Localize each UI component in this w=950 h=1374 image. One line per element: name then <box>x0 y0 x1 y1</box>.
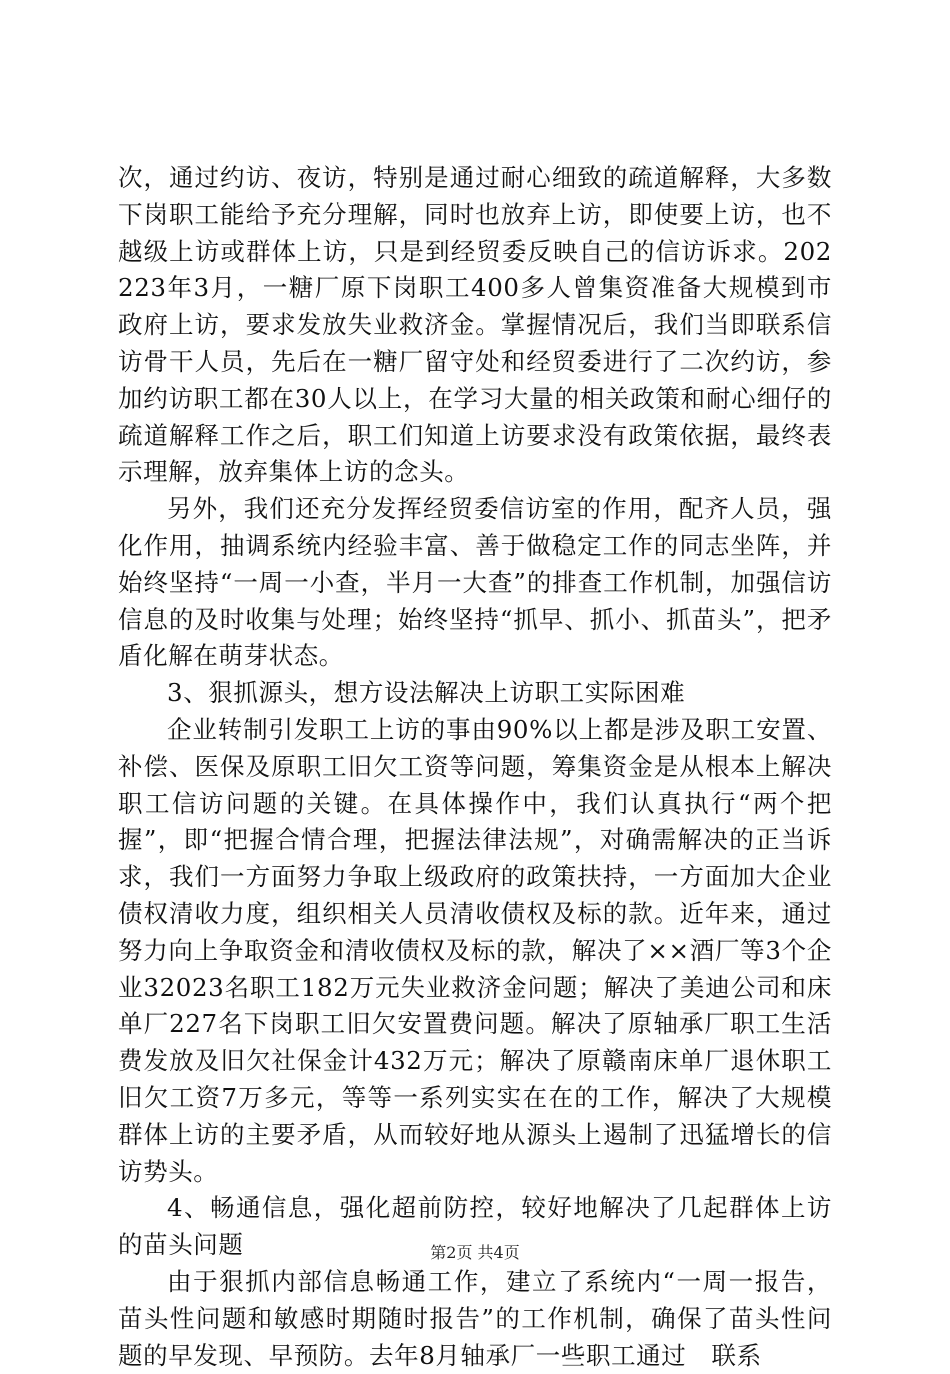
document-body <box>118 160 832 1374</box>
paragraph-continued-interviews: 次，通过约访、夜访，特别是通过耐心细致的疏道解释，大多数下岗职工能给予充分理解，同时也放弃上访，即使要上访，也不越级上访或群体上访，只是到经贸委反映自己的信访诉求。202223年3月，一糖厂原下岗职工400多人曾集资准备大规模到市政府上访，要求发放失业救济金。掌握情况后，我们当即联系信访骨干人员，先后在一糖厂留守处和经贸委进行了二次约访，参加约访职工都在30人以上，在学习大量的相关政策和耐心细仔的疏道解释工作之后，职工们知道上访要求没有政策依据，最终表示理解，放弃集体上访的念头。 <box>118 163 832 487</box>
page-number-footer: 第2页 共4页 <box>430 1243 520 1262</box>
paragraph-petition-office: 另外，我们还充分发挥经贸委信访室的作用，配齐人员，强化作用，抽调系统内经验丰富、善于做稳定工作的同志坐阵，并始终坚持“一周一小查，半月一大查”的排查工作机制，加强信访信息的及时收集与处理；始终坚持“抓早、抓小、抓苗头”，把矛盾化解在萌芽状态。 <box>118 494 832 671</box>
paragraph-information-mechanism: 由于狠抓内部信息畅通工作，建立了系统内“一周一报告，苗头性问题和敏感时期随时报告”的工作机制，确保了苗头性问题的早发现、早预防。去年8月轴承厂一些职工通过 联系 <box>118 1266 832 1370</box>
section-heading-information: 4、畅通信息，强化超前防控，较好地解决了几起群体上访的苗头问题 <box>118 1193 832 1260</box>
section-heading-source: 3、狠抓源头，想方设法解决上访职工实际困难 <box>167 678 686 708</box>
paragraph-funding-solutions: 企业转制引发职工上访的事由90%以上都是涉及职工安置、补偿、医保及原职工旧欠工资等问题，筹集资金是从根本上解决职工信访问题的关键。在具体操作中，我们认真执行“两个把握”，即“把握合情合理，把握法律法规”，对确需解决的正当诉求，我们一方面努力争取上级政府的政策扶持，一方面加大企业债权清收力度，组织相关人员清收债权及标的款。近年来，通过努力向上争取资金和清收债权及标的款，解决了××酒厂等3个企业32023名职工182万元失业救济金问题；解决了美迪公司和床单厂227名下岗职工旧欠安置费问题。解决了原轴承厂职工生活费发放及旧欠社保金计432万元；解决了原赣南床单厂退休职工旧欠工资7万多元，等等一系列实实在在的工作，解决了大规模群体上访的主要矛盾，从而较好地从源头上遏制了迅猛增长的信访势头。 <box>118 714 832 1186</box>
